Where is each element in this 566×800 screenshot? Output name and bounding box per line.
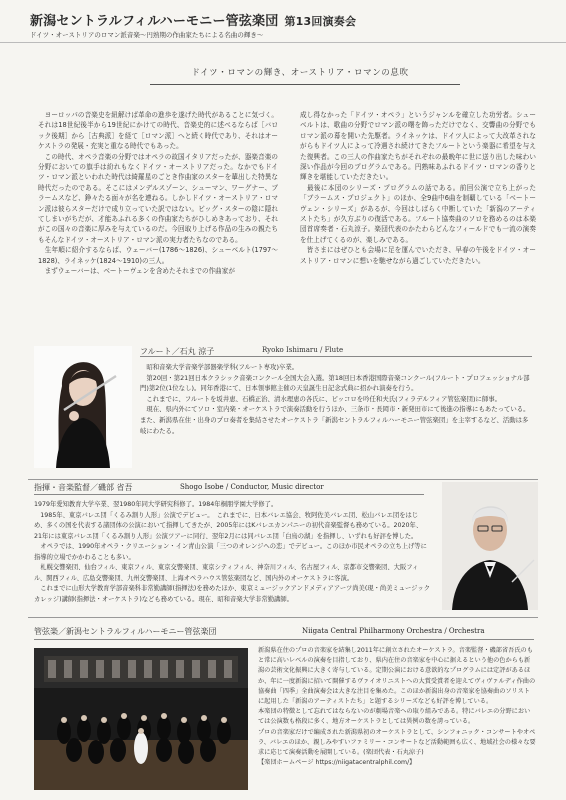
flutist-name-en: Ryoko Ishimaru / Flute <box>262 346 344 354</box>
conductor-photo <box>442 482 538 610</box>
concert-edition: 第13回演奏会 <box>284 15 357 28</box>
orchestra-photo <box>34 648 248 790</box>
flutist-photo <box>34 346 132 468</box>
intro-heading-divider <box>150 84 460 85</box>
intro-heading: ドイツ・ロマンの輝き、オーストリア・ロマンの息吹 <box>191 68 409 78</box>
conductor-name-ja: 指揮・音楽監督／磯部 省吾 <box>34 483 133 492</box>
orchestra-section-divider <box>28 617 538 618</box>
flutist-divider <box>140 356 532 357</box>
header-divider <box>0 42 566 43</box>
intro-text-right: 成し得なかった「ドイツ・オペラ」というジャンルを確立した功労者。シューベルトは、歌曲の分野でロマン派の曙を飾っただけでなく、交響曲の分野でもロマン派の幕を開いた先駆者。ライネッケは、ドイツ人によって大改革されながらもドイツ人によって冷遇され続けてきたフルートという楽器に希望を与えた復興者。この三人の作曲家たちがそれぞれの最晩年に世に送り出した味わい深い作品が今回のプログラムである。円熟味あふれるドイツ・ロマンの香りと輝きを堪能していただきたい。 最後に本団のシリーズ・プログラムの話である。前回公演で立ち上がった「ブラームス・プロジェクト」のほか、全9曲中6曲を制覇している「ベートーヴェン・シリーズ」があるが、今回はしばらく中断していた「新潟のアーティストたち」が久方ぶりの復活である。フルート協奏曲のソロを務めるのは本楽団首席奏者・石丸涼子。楽団代表のかたわらどんなフィールドでも一流の演奏を仕上げてくるのが、楽しみである。 皆さまにはぜひとも会場に足を運んでいただき、早春の午後をドイツ・オーストリア・ロマンに想いを馳せながら過ごしていただきたい。 <box>300 111 536 265</box>
flutist-biography: 昭和音楽大学音楽学部器楽学科(フルート専攻)卒業。 第20回・第21回日本クラシック音楽コンクール全国大会入選。第18回日本香港国際音楽コンクール(フルート・プロフェッショナル部門)第2位(1位なし)。同年香港にて、日本領事館主催の天皇誕生日記念式典に招かれ演奏を行う。 これまでに、フルートを坂井恵、石橋正治、清水理恵の各氏に、ピッコロを吟任和夫氏(フィラデルフィア管弦楽団)に師事。 現在、県内外にてソロ・室内楽・オーケストラで演奏活動を行うほか、三条市・長岡市・新発田市にて後進の指導にもあたっている。また、新潟県在住・出身のプロ奏者を集結させたオーケストラ「新潟セントラルフィルハーモニー管弦楽団」を主宰するなど、活動は多岐にわたる。 <box>140 363 530 435</box>
page-subtitle: ドイツ・オーストリアのロマン派音楽～円熟期の作曲家たちによる名曲の輝き～ <box>30 31 264 39</box>
orchestra-title: 新潟セントラルフィルハーモニー管弦楽団 <box>30 14 279 29</box>
conductor-section-divider <box>28 479 538 480</box>
orchestra-name-en: Niigata Central Philharmony Orchestra / Orchestra <box>302 627 485 635</box>
conductor-name-en: Shogo Isobe / Conductor, Music director <box>180 483 324 491</box>
orchestra-name-ja: 管弦楽／新潟セントラルフィルハーモニー管弦楽団 <box>34 627 217 636</box>
page-title <box>30 10 356 29</box>
orchestra-divider <box>34 639 534 640</box>
orchestra-biography: 新潟県在住のプロの音楽家を結集し2011年に創立されたオーケストラ。音楽監督・磯部省吾氏のもと常に高いレベルの演奏を目指しており、県内在住の音楽家を中心に据えるという他の色からも新潟の芸術文化振興に大きく寄与している。定期公演における意欲的なプログラムには定評があるほか、年に一度新潟に招いて開催するヴァイオリニストへの大賞受賞者を迎えてヴィヴァルディ作曲の協奏曲「四季」全曲演奏会は大きな注目を集めた。このほか新潟出身の音楽家を協奏曲のソリストに起用した「新潟のアーティストたち」と題するシリーズなども好評を博している。 本楽団の特徴として忘れてはならないのが劇場音楽への取り組みである。特にバレエの分野においては公演数も格段に多く、地方オーケストラとしては異例の数を誇っている。 プロの音楽家だけで編成された新潟県初のオーケストラとして、シンフォニック・コンサートやオペラ、バレエのほか、親しみやすいファミリー・コンサートなど活動範囲も広く、地域社会の様々な要求に応じて演奏活動を展開している。(楽団代表・石丸涼子) 【楽団ホームページ https://niigatacentralphil.com/】 <box>258 647 536 767</box>
conductor-biography: 1979年愛知教育大学卒業、翌1980年同大学研究科修了。1984年桐朋学園大学修了。 1985年、東京バレエ団「くるみ割り人形」公演でデビュー。 これまでに、日本バレエ協会、牧阿佐美バレエ団、松山バレエ団をはじめ、多くの国を代表する諸団体の公演において指揮してきたが、2005年にはKバレエカンパニーの初代音楽監督も務めている。2020年、21年には東京バレエ団「くるみ割り人形」公演ツアーに同行、翌年2月には同バレエ団「白鳥の湖」を指揮し、いずれも好評を博した。 オペラでは、1990年オペラ・クリエーション・イン青山公演「三つのオレンジへの恋」でデビュー。このほか市民オペラの立ち上げ等に指導的立場でかかわることも多い。 札幌交響楽団、仙台フィル、東京フィル、東京交響楽団、東京シティフィル、神奈川フィル、名古屋フィル、京都市交響楽団、大阪フィル、関西フィル、広島交響楽団、九州交響楽団、上海オペラハウス管弦楽団など、国内外のオーケストラに客演。 これまでに山形大学教育学部音楽科非常勤講師(指揮法)を務めたほか、東京ミュージックアンドメディアアーツ尚美(現・尚美ミュージックカレッジ)講師(指揮法・オーケストラ)なども務めている。現在、昭和音楽大学非常勤講師。 <box>34 501 430 603</box>
intro-text-left: ヨーロッパの音楽史を紐解けば革命の進歩を遂げた時代があることに気づく。それは18世紀後半から19世紀にかけての時代、音楽史的に述べるならば［バロック後期］から［古典派］を経て［ロマン派］へと続く時代であり、それはオーケストラの発展・充実と重なる時代でもあった。 この時代、オペラ音楽の分野ではオペラの故国イタリアだったが、器楽音楽の分野においての旗手は紛れもなくドイツ・オーストリアだった。なかでもドイツ・ロマン派といわれた時代は綺羅星のごとき作曲家のスターを輩出した特異な時代だったのである。そこにはメンデルスゾーン、シューマン、ワーグナー、ブラームスなど、錚々たる面々が名を連ねる。しかしドイツ・オーストリア・ロマン派は彼らスターだけで成り立っていた訳ではない。ビッグ・スターの陰に隠れてしまいがちだが、才能あふれる多くの作曲家たちがひしめきあっており、それがこの国々の音楽に厚みを与えているのだ。今回取り上げる作品の生みの親たちもそんなドイツ・オーストリア・ロマン派の実力者たちなのである。 生年順に紹介するならば、ウェーバー(1786～1826)、シューベルト(1797～1828)、ライネッケ(1824～1910)の三人。 まずウェーバーは、ベートーヴェンを含めたそれまでの作曲家が <box>38 111 278 276</box>
flutist-name-ja: フルート／石丸 涼子 <box>140 347 215 356</box>
conductor-divider <box>34 494 424 495</box>
